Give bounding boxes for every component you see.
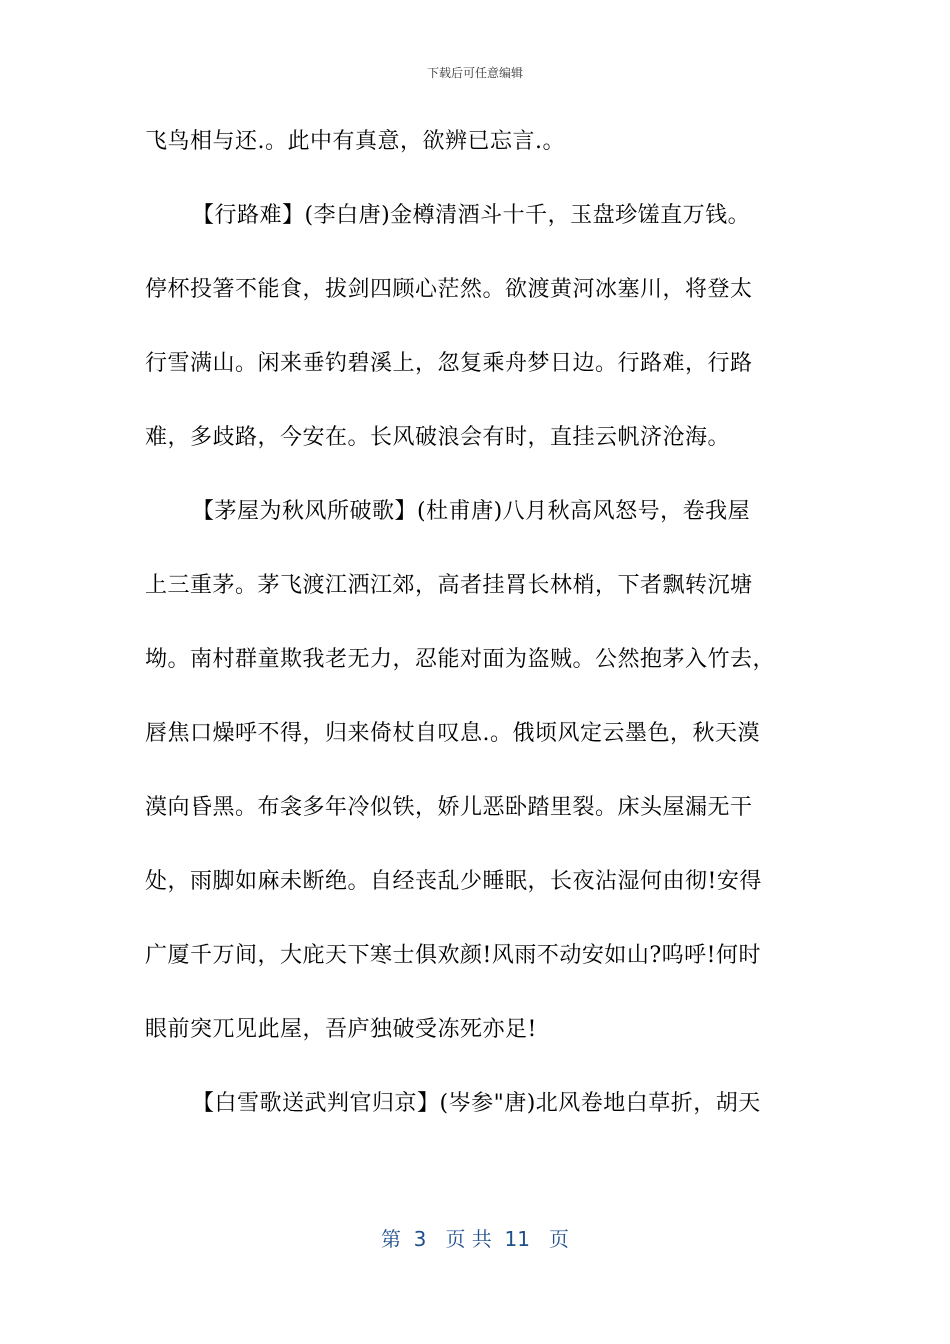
text-line-8: 坳。南村群童欺我老无力，忍能对面为盗贼。公然抱茅入竹去， [145, 647, 776, 672]
text-line-1: 飞鸟相与还.。此中有真意，欲辨已忘言.。 [145, 129, 565, 154]
text-line-9: 唇焦口燥呼不得，归来倚杖自叹息.。俄顷风定云墨色，秋天漠 [145, 721, 760, 746]
text-line-14: 【白雪歌送武判官归京】(岑参"唐)北风卷地白草折，胡天 [192, 1091, 761, 1116]
text-line-5: 难，多歧路，今安在。长风破浪会有时，直挂云帆济沧海。 [145, 425, 731, 450]
text-line-2: 【行路难】(李白唐)金樽清酒斗十千，玉盘珍馐直万钱。 [192, 203, 751, 228]
text-line-7: 上三重茅。茅飞渡江洒江郊，高者挂罥长林梢，下者飘转沉塘 [145, 573, 753, 598]
text-line-4: 行雪满山。闲来垂钓碧溪上，忽复乘舟梦日边。行路难，行路 [145, 351, 753, 376]
text-line-6: 【茅屋为秋风所破歌】(杜甫唐)八月秋高风怒号，卷我屋 [192, 499, 751, 524]
document-body [145, 126, 805, 1162]
text-line-11: 处，雨脚如麻未断绝。自经丧乱少睡眠，长夜沾湿何由彻!安得 [145, 869, 762, 894]
text-line-10: 漠向昏黑。布衾多年冷似铁，娇儿恶卧踏里裂。床头屋漏无干 [145, 795, 753, 820]
text-line-13: 眼前突兀见此屋，吾庐独破受冻死亦足! [145, 1017, 537, 1042]
page-number-footer: 第 3 页 共 11 页 [380, 1227, 570, 1251]
text-line-3: 停杯投箸不能食，拔剑四顾心茫然。欲渡黄河冰塞川，将登太 [145, 277, 753, 302]
text-line-12: 广厦千万间，大庇天下寒士俱欢颜!风雨不动安如山?呜呼!何时 [145, 943, 761, 968]
page-header: 下载后可任意编辑 [426, 66, 523, 80]
